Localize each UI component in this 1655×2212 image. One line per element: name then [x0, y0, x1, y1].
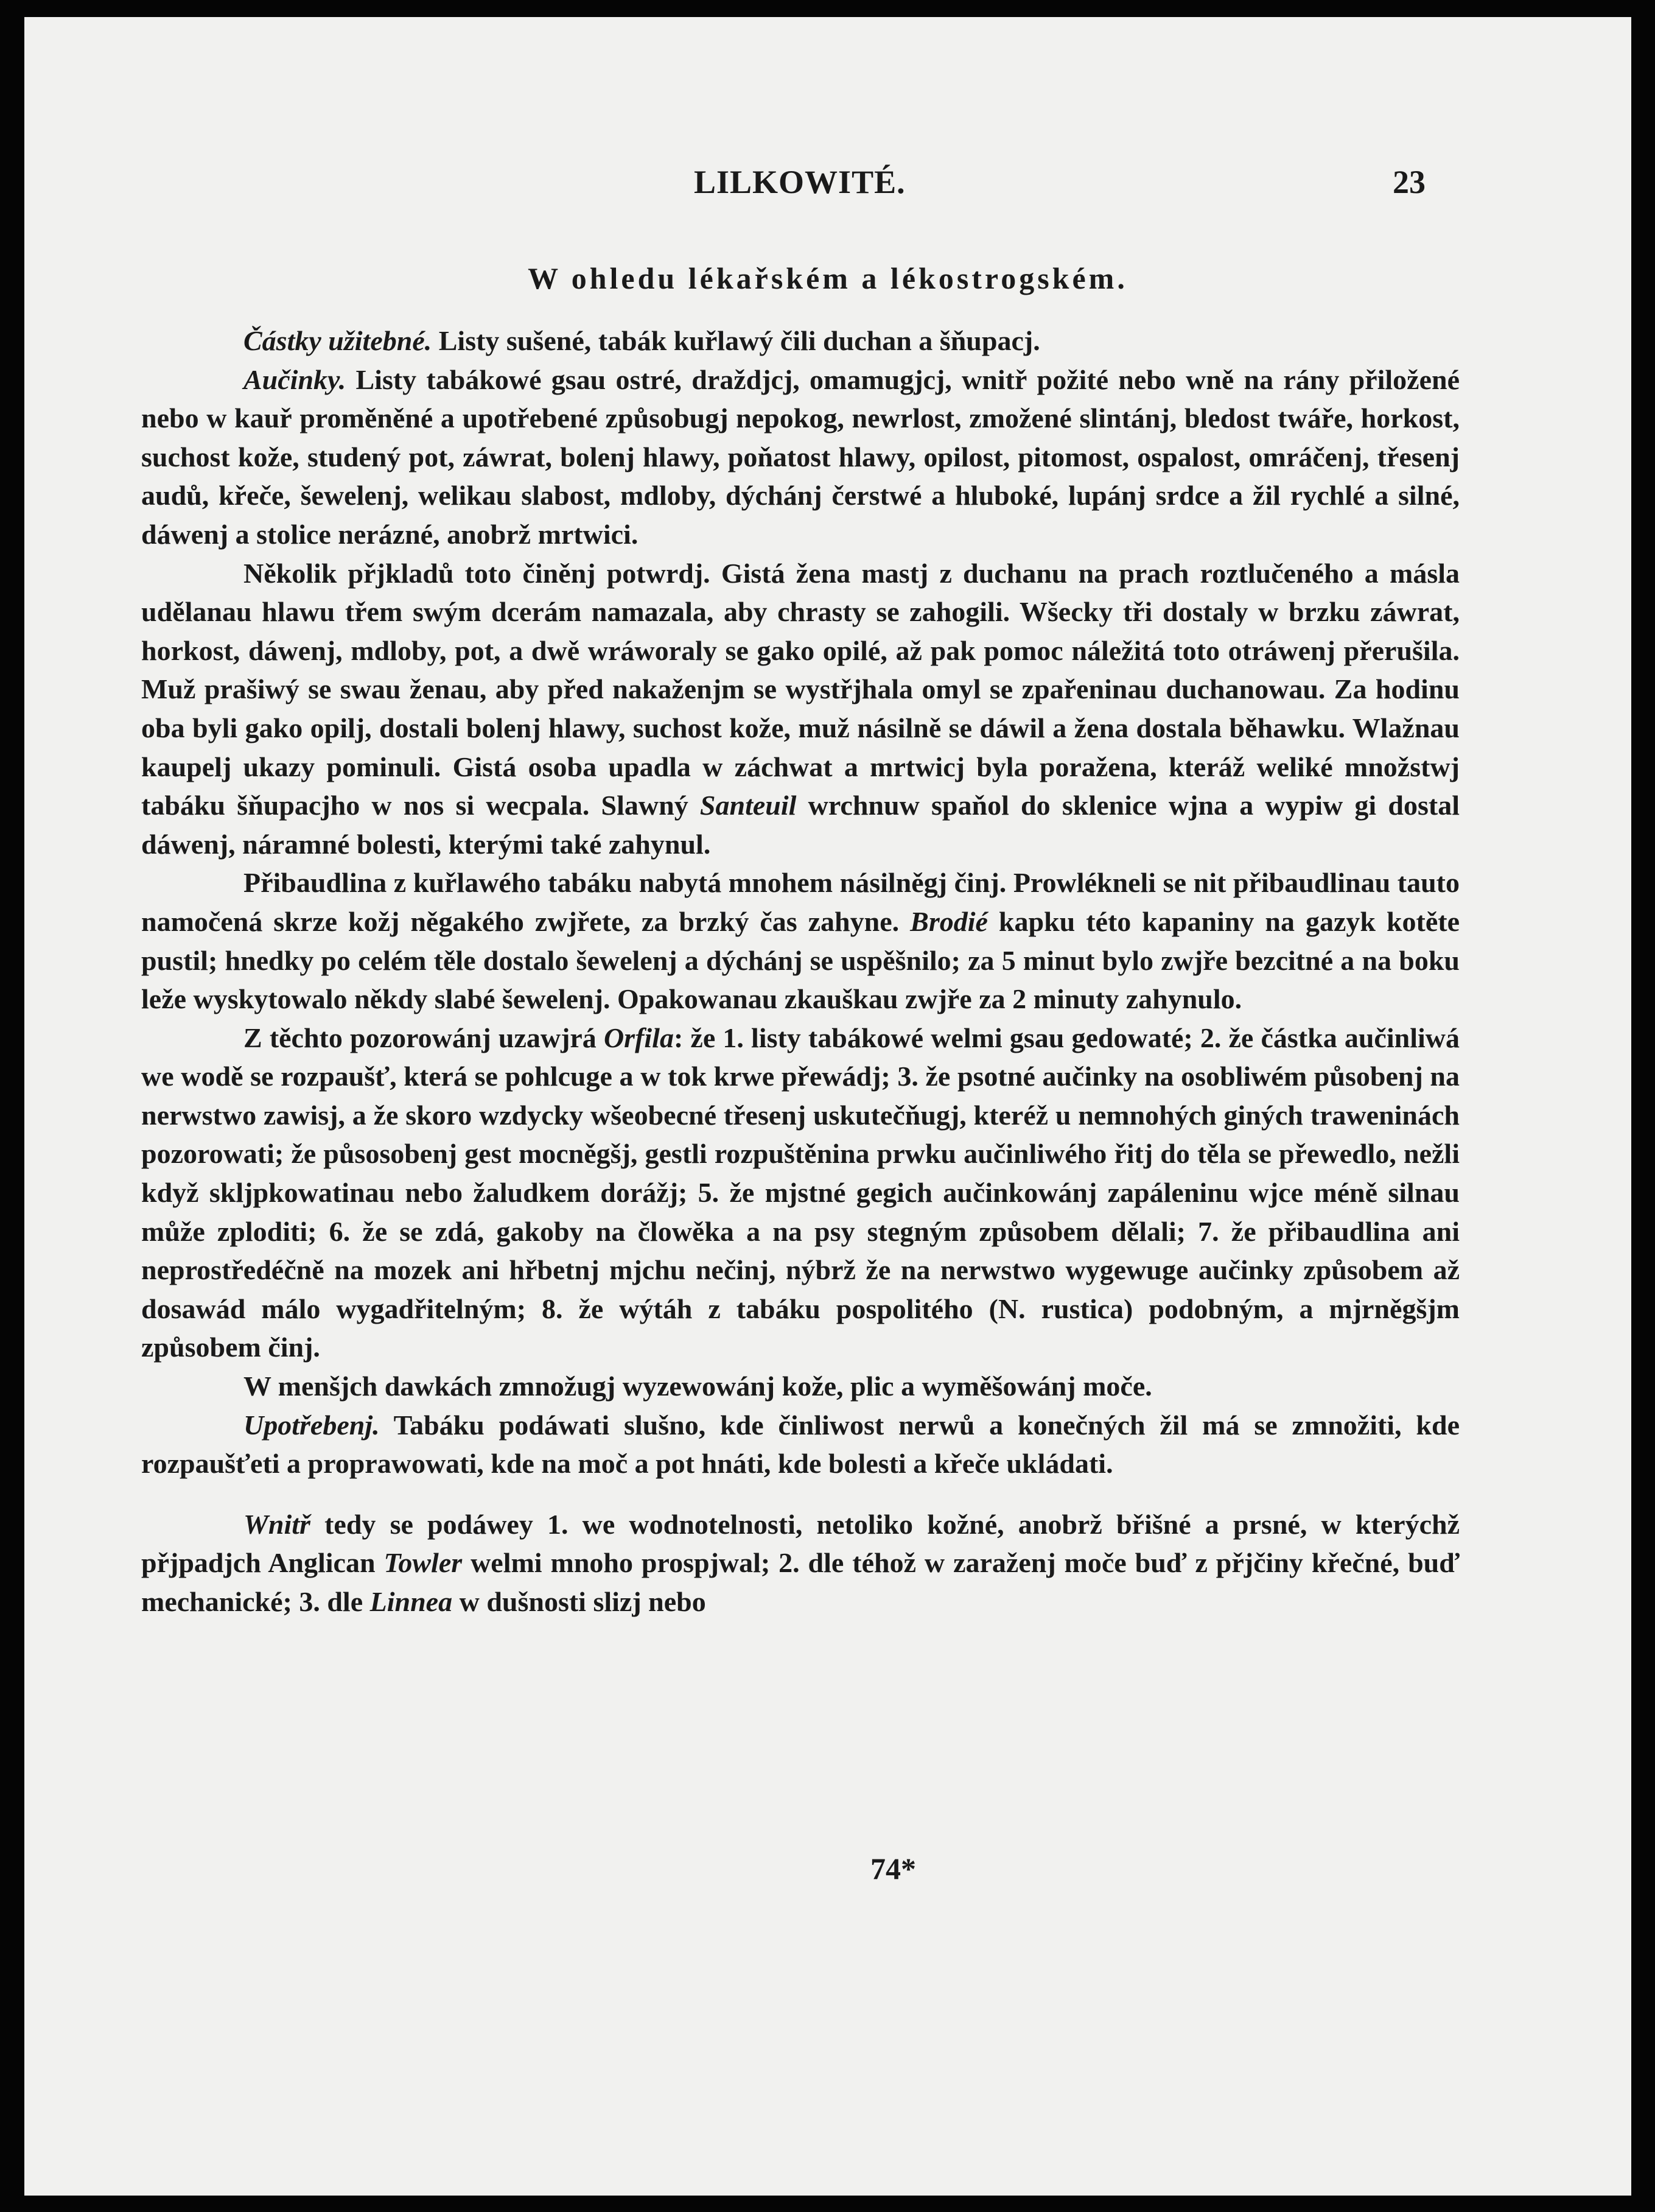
paragraph-oil — [141, 863, 1460, 1018]
italic-name: Towler — [383, 1547, 463, 1579]
running-title: LILKOWITÉ. — [694, 164, 906, 200]
paragraph-usage — [141, 1406, 1460, 1483]
paragraph-text: Tabáku podáwati slušno, kde činliwost nerwů a konečných žil má se zmnožiti, kde rozpaušťeti a proprawowati, kde na moč a pot hnáti, kde bolesti a křeče ukládati. — [141, 1409, 1460, 1480]
paragraph-text: : že 1. listy tabákowé welmi gsau gedowaté; 2. že částka aučinliwá we wodě se rozpaušť, která se pohlcuge a w tok krwe přewádj; 3. že psotné aučinky na osobliwém působenj na nerwstwo zawisj, a že skoro wzdycky wšeobecné třesenj uskutečňugj, kteréž u nemnohých giných traweninách pozorowati; že půsosobenj gest mocněgšj, gestli rozpuštěnina prwku aučinliwého řitj do těla se přewedlo, nežli když skljpkowatinau nebo žaludkem dorážj; 5. že mjstné gegich aučinkowánj zapáleninu wjce méně silnau může zploditi; 6. že se zdá, gakoby na člowěka a na psy stegným způsobem dělali; 7. že přibaudlina ani neprostředéčně na mozek ani hřbetnj mjchu nečinj, nýbrž že na nerwstwo wygewuge aučinky způsobem až dosawád málo wygadřitelným; 8. že wýtáh z tabáku pospolitého (N. rustica) podobným, a mjrněgšjm způsobem činj. — [141, 1022, 1460, 1363]
paragraph-small-doses — [141, 1367, 1460, 1406]
signature-mark: 74* — [870, 1852, 916, 1886]
page-header — [24, 163, 1631, 212]
paragraph-examples — [141, 554, 1460, 864]
body-text — [141, 321, 1460, 1621]
paragraph-text: Několik přjkladů toto činěnj potwrdj. Gistá žena mastj z duchanu na prach roztlučeného a másla udělanau hlawu třem swým dcerám namazala, aby chrasty se zahogili. Wšecky tři dostaly w brzku záwrat, horkost, dáwenj, mdloby, pot, a dwě wráworaly se gako opilé, až pak pomoc náležitá toto otráwenj přerušila. Muž prašiwý se swau ženau, aby před nakaženjm se wystřjhala omyl se zpařeninau duchanowau. Za hodinu oba byli gako opilj, dostali bolenj hlawy, suchost kože, muž násilně se dáwil a žena dostala běhawku. Wlažnau kaupelj ukazy pominuli. Gistá osoba upadla w záchwat a mrtwicj byla poražena, kteráž weliké množstwj tabáku šňupacjho w nos si wecpala. Slawný — [141, 557, 1460, 821]
paragraph-observations — [141, 1019, 1460, 1367]
italic-name: Santeuil — [699, 790, 797, 821]
paragraph-text: kapku této kapaniny na gazyk kotěte pustil; hnedky po celém těle dostalo šewelenj a dýchánj se uspěšnilo; za 5 minut bylo zwjře bezcitné a na boku leže wyskytowalo někdy slabé šewelenj. Opakowanau zkauškau zwjře za 2 minuty zahynulo. — [141, 905, 1460, 1015]
page-number: 23 — [1393, 164, 1426, 200]
italic-name: Orfila — [603, 1022, 674, 1053]
italic-name: Brodié — [910, 905, 988, 937]
paragraph-effects — [141, 360, 1460, 554]
paragraph-text: Z těchto pozorowánj uzawjrá — [243, 1022, 604, 1053]
paragraph-internal — [141, 1505, 1460, 1621]
paragraph-text: W menšjch dawkách zmnožugj wyzewowánj kože, plic a wyměšowánj moče. — [243, 1371, 1152, 1402]
italic-name: Linnea — [369, 1586, 453, 1617]
paragraph-text: w dušnosti slizj nebo — [452, 1586, 706, 1617]
paragraph-label: Upotřebenj. — [243, 1409, 380, 1441]
paragraph-label: Wnitř — [243, 1508, 310, 1540]
paragraph-text: Listy tabákowé gsau ostré, draždjcj, omamugjcj, wnitř požité nebo wně na rány přiložené nebo w kauř proměněné a upotřebené způsobugj nepokog, newrlost, zmožené slintánj, bledost twáře, horkost, suchost kože, studený pot, záwrat, bolenj hlawy, poňatost hlawy, opilost, pitomost, ospalost, omráčenj, třesenj audů, křeče, šewelenj, welikau slabost, mdloby, dýchánj čerstwé a hluboké, lupánj srdce a žil rychlé a silné, dáwenj a stolice nerázné, anobrž mrtwici. — [141, 363, 1460, 550]
section-heading: W ohledu lékařském a lékostrogském. — [528, 261, 1128, 295]
paragraph-text: welmi mnoho prospjwal; 2. dle téhož w zaraženj moče buď z přjčiny křečné, buď mechanické; 3. dle — [141, 1547, 1460, 1617]
paragraph-label: Částky užitebné. — [243, 325, 432, 356]
paragraph-text: wrchnuw spaňol do sklenice wjna a wypiw gi dostal dáwenj, náramné bolesti, kterými také zahynul. — [141, 790, 1460, 860]
paragraph-useful-parts — [141, 321, 1460, 360]
page-sheet — [24, 17, 1631, 2196]
paragraph-text: Přibaudlina z kuřlawého tabáku nabytá mnohem násilněgj činj. Prowlékneli se nit přibaudlinau tauto namočená skrze kožj něgakého zwjřete, za brzký čas zahyne. — [141, 867, 1460, 937]
paragraph-text: Listy sušené, tabák kuřlawý čili duchan a šňupacj. — [432, 325, 1040, 356]
paragraph-text: tedy se podáwey 1. we wodnotelnosti, netoliko kožné, anobrž břišné a prsné, w kterýchž přjpadjch Anglican — [141, 1508, 1460, 1579]
paragraph-label: Aučinky. — [243, 363, 346, 395]
